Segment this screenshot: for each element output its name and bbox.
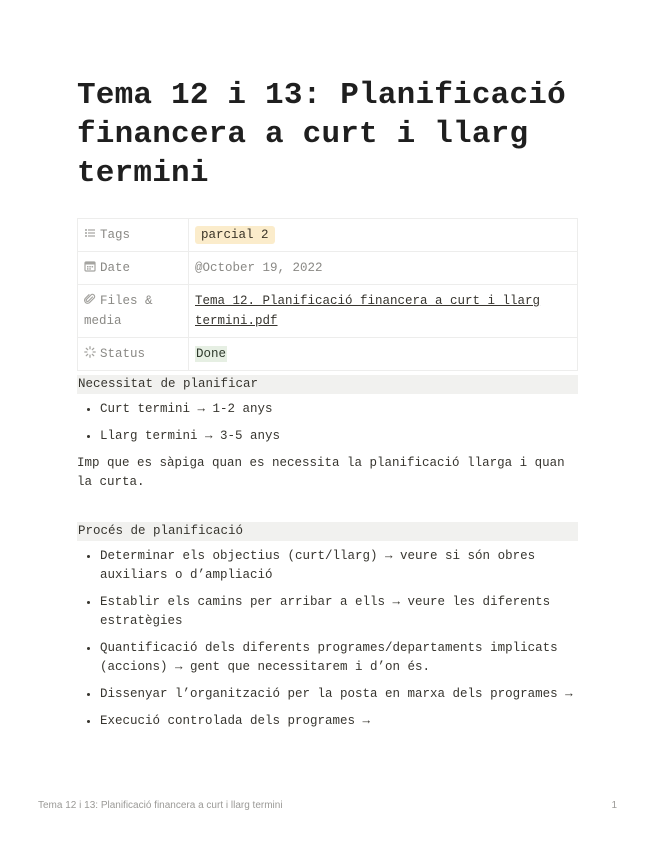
property-row-tags [78,219,578,252]
property-value-cell [189,252,578,285]
file-link[interactable]: Tema 12. Planificació financera a curt i llarg termini.pdf [195,294,541,328]
property-value-cell [189,285,578,338]
property-key-files: Files & media [84,294,153,328]
list-item: • Curt termini → 1-2 anys [100,400,578,419]
property-key-tags: Tags [100,228,131,242]
property-row-status [78,338,578,371]
property-key-cell [78,338,189,371]
property-key-date: Date [100,261,131,275]
property-key-cell [78,219,189,252]
property-key-cell [78,285,189,338]
page-footer [38,800,617,811]
list-item: • Llarg termini → 3-5 anys [100,427,578,446]
property-key-cell [78,252,189,285]
list-item: • Determinar els objectius (curt/llarg) → veure si són obres auxiliars o d’ampliació [100,547,578,585]
calendar-icon [84,260,96,272]
page-number: 1 [611,800,617,811]
tag-badge[interactable]: parcial 2 [195,226,275,244]
property-value-cell [189,338,578,371]
list-item: • Execució controlada dels programes → [100,712,578,731]
properties-table [77,218,578,371]
list-item: • Quantificació dels diferents programes/departaments implicats (accions) → gent que necessitarem i d’on és. [100,639,578,677]
section-heading: Procés de planificació [77,522,578,541]
property-value-cell [189,219,578,252]
list-item: • Establir els camins per arribar a ells → veure les diferents estratègies [100,593,578,631]
page-title: Tema 12 i 13: Planificació financera a curt i llarg termini [77,78,566,191]
page [77,76,578,739]
bullet-list [77,400,578,446]
property-row-files [78,285,578,338]
section-heading: Necessitat de planificar [77,375,578,394]
status-icon [84,346,96,358]
paperclip-icon [84,293,96,305]
date-value[interactable]: @October 19, 2022 [195,261,323,275]
footer-title: Tema 12 i 13: Planificació financera a curt i llarg termini [38,800,283,811]
paragraph: Imp que es sàpiga quan es necessita la planificació llarga i quan la curta. [77,456,565,489]
list-icon [84,227,96,239]
property-key-status: Status [100,347,146,361]
list-item: • Dissenyar l’organització per la posta en marxa dels programes → [100,685,578,704]
status-badge[interactable]: Done [196,347,227,361]
bullet-list [77,547,578,731]
property-row-date [78,252,578,285]
